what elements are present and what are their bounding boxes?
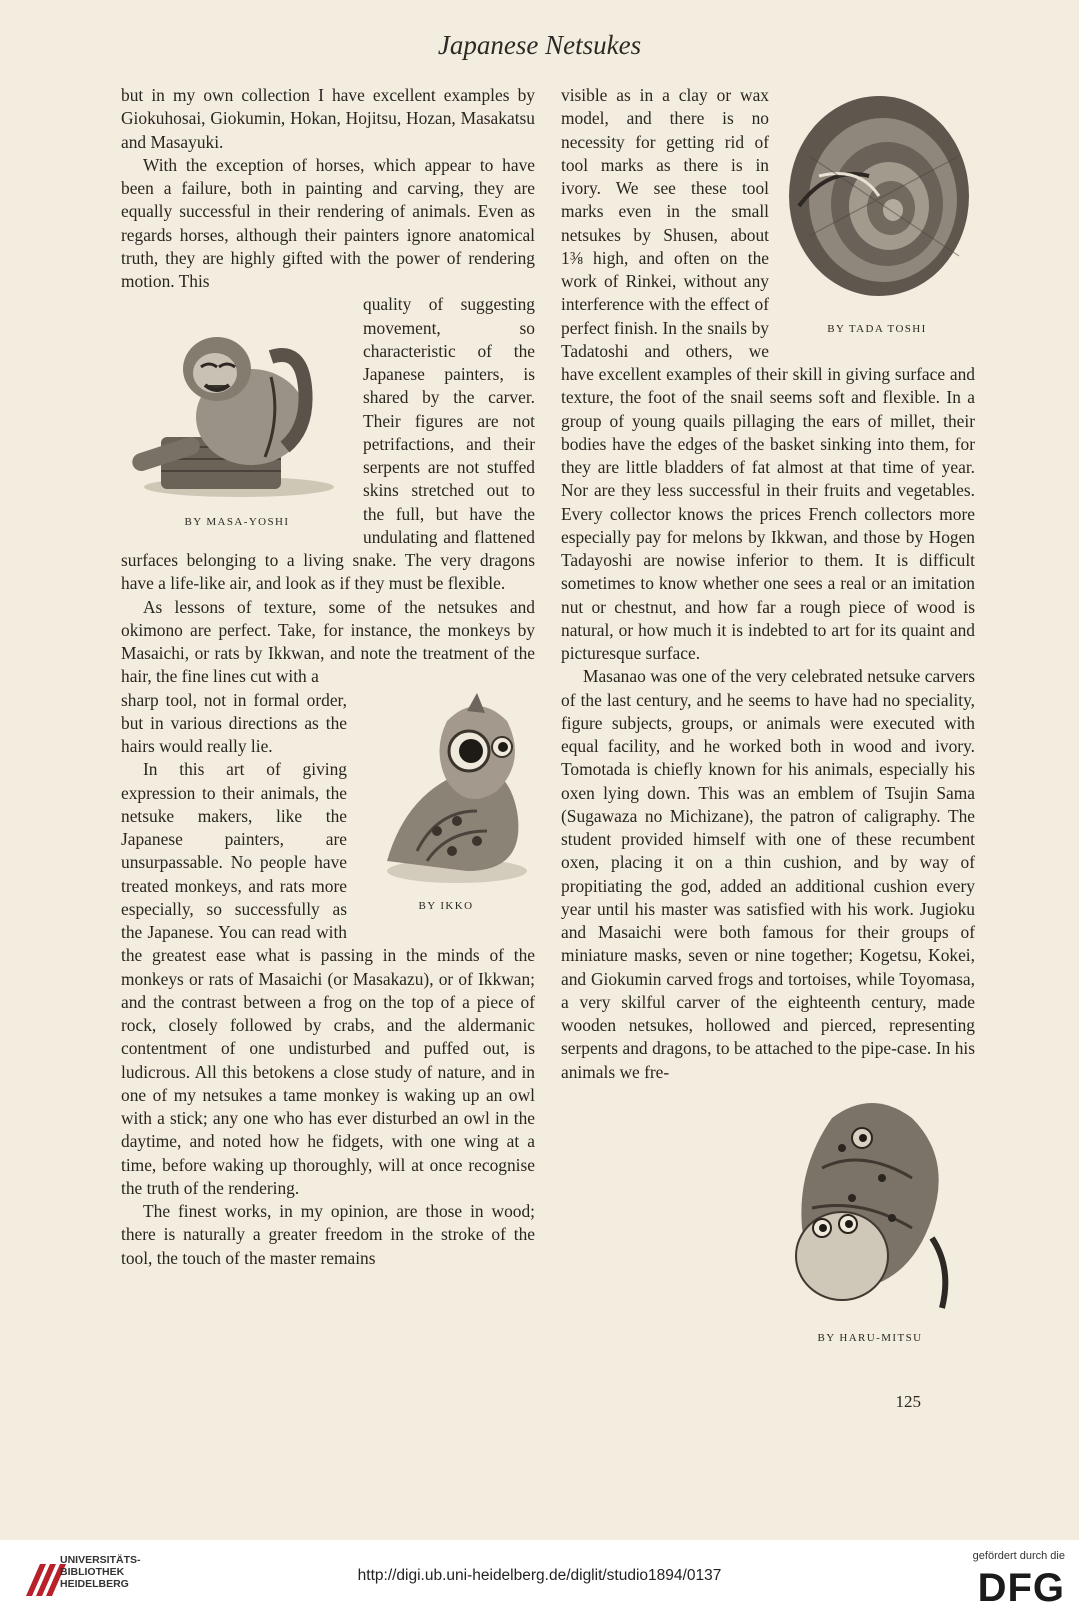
footer-bar xyxy=(0,1540,1079,1616)
permalink-url[interactable]: http://digi.ub.uni-heidelberg.de/diglit/studio1894/0137 xyxy=(357,1567,722,1584)
paragraph: With the exception of horses, which appear to have been a failure, both in painting and carving, they are equally successful in their rendering of animals. Even as regards horses, although their painters ignore anatomical truth, they are highly gifted with the power of rendering motion. This xyxy=(121,154,535,291)
snail-carving-illustration xyxy=(779,86,975,314)
figure-caption: BY IKKO xyxy=(418,899,474,912)
paragraph: quality of suggesting movement, so characteristic of the Japanese painters, is shared by the carver. Their figures are not petrifactions, and their serpents are not stuffed skins stretched out to the full, but have the undulating and flattened surfaces belonging to a living snake. The very dragons have a life-like air, and look as if they must be flexible. xyxy=(121,294,535,594)
library-name-line: HEIDELBERG xyxy=(60,1578,129,1590)
figure-ikko xyxy=(357,691,535,918)
page-number: 125 xyxy=(895,1392,921,1411)
paragraph: The finest works, in my opinion, are those in wood; there is naturally a greater freedom in the stroke of the tool, the touch of the master remains xyxy=(121,1201,535,1268)
paragraph: Masanao was one of the very celebrated netsuke carvers of the last century, and he seems to have had no speciality, figure subjects, groups, or animals were executed with equal facility, and he worked both in wood and ivory. Tomotada is chiefly known for his animals, especially his oxen lying down. This was an emblem of Tsujin Sama (Sugawaza no Michizane), the patron of caligraphy. The student provided himself with one of these recumbent oxen, placing it on a thin cushion, and by way of propitiating the god, added an additional cushion every year until his master was satisfied with his work. Jugioku and Masaichi were both famous for their groups of miniature masks, seven or nine together; Kogetsu, Kokei, and Giokumin carved frogs and tortoises, while Toyomasa, a very skilful carver of the eighteenth century, made wooden netsukes, hollowed and pierced, representing serpents and dragons, to be attached to the pipe-case. In his animals we fre- xyxy=(561,666,975,1082)
right-column xyxy=(561,84,975,1084)
figure-tada-toshi xyxy=(779,86,975,341)
paragraph: In this art of giving expression to their animals, the netsuke makers, like the Japanese painters, are unsurpassable. No people have treated monkeys, and rats more especially, so successfully as the Japanese. You can read with the greatest ease what is passing in the minds of the monkeys or rats of Masaichi (or Masakazu), or of Ikkwan; and the contrast between a frog on the top of a piece of rock, closely followed by crabs, and the aldermanic contentment of one undisturbed and puffed out, is ludicrous. All this betokens a close study of nature, and in one of my netsukes a tame monkey is waking up an owl with a stick; any one who has ever disturbed an owl in the daytime, and noted how he fidgets, with one wing at a time, before waking up thoroughly, will at once recognise the truth of the rendering. xyxy=(121,759,535,1198)
figure-haru-mitsu xyxy=(772,1088,968,1344)
funding-note: gefördert durch die xyxy=(972,1550,1065,1562)
carved-figure-illustration xyxy=(121,297,353,507)
dfg-logo: DFG xyxy=(977,1566,1065,1610)
running-title: Japanese Netsukes xyxy=(437,30,642,60)
paragraph: As lessons of texture, some of the netsukes and okimono are perfect. Take, for instance, the monkeys by Masaichi, or rats by Ikkwan, and note the treatment of the hair, the fine lines cut with a xyxy=(121,596,535,687)
library-name-line: UNIVERSITÄTS- xyxy=(60,1554,141,1566)
owl-carving-illustration xyxy=(357,691,535,891)
figure-masa-yoshi xyxy=(121,297,353,534)
figure-caption: BY TADA TOSHI xyxy=(827,323,927,335)
left-column xyxy=(121,84,535,1270)
library-name-line: BIBLIOTHEK xyxy=(60,1566,125,1578)
paragraph: but in my own collection I have excellent examples by Giokuhosai, Giokumin, Hokan, Hojitsu, Hozan, Masakatsu and Masayuki. xyxy=(121,85,535,152)
paragraph: visible as in a clay or wax model, and there is no necessity for getting rid of tool marks as there is in ivory. We see these tool marks even in the small netsukes by Shusen, about 1⅜ high, and often on the work of Rinkei, without any interference with the effect of perfect finish. In the snails by Tadatoshi and others, we have excellent examples of their skill in giving surface and texture, the foot of the snail seems soft and flexible. In a group of young quails pillaging the ears of millet, their bodies have the edges of the basket sinking into them, for they are little bladders of fat almost at that time of year. Nor are they less successful in their fruits and vegetables. Every collector knows the prices French collectors more especially pay for melons by Ikkwan, and those by Hogen Tadayoshi are nowise inferior to them. It is difficult sometimes to know whether one sees a real or an imitation nut or chestnut, and how far a rough piece of wood is natural, or how much it is indebted to art for its quaint and picturesque surface. xyxy=(561,85,975,663)
figure-caption: BY HARU-MITSU xyxy=(817,1332,923,1344)
paragraph: sharp tool, not in formal order, but in various directions as the hairs would really lie. xyxy=(121,689,347,756)
figure-caption: BY MASA-YOSHI xyxy=(184,516,290,529)
frog-carving-illustration xyxy=(772,1088,968,1328)
